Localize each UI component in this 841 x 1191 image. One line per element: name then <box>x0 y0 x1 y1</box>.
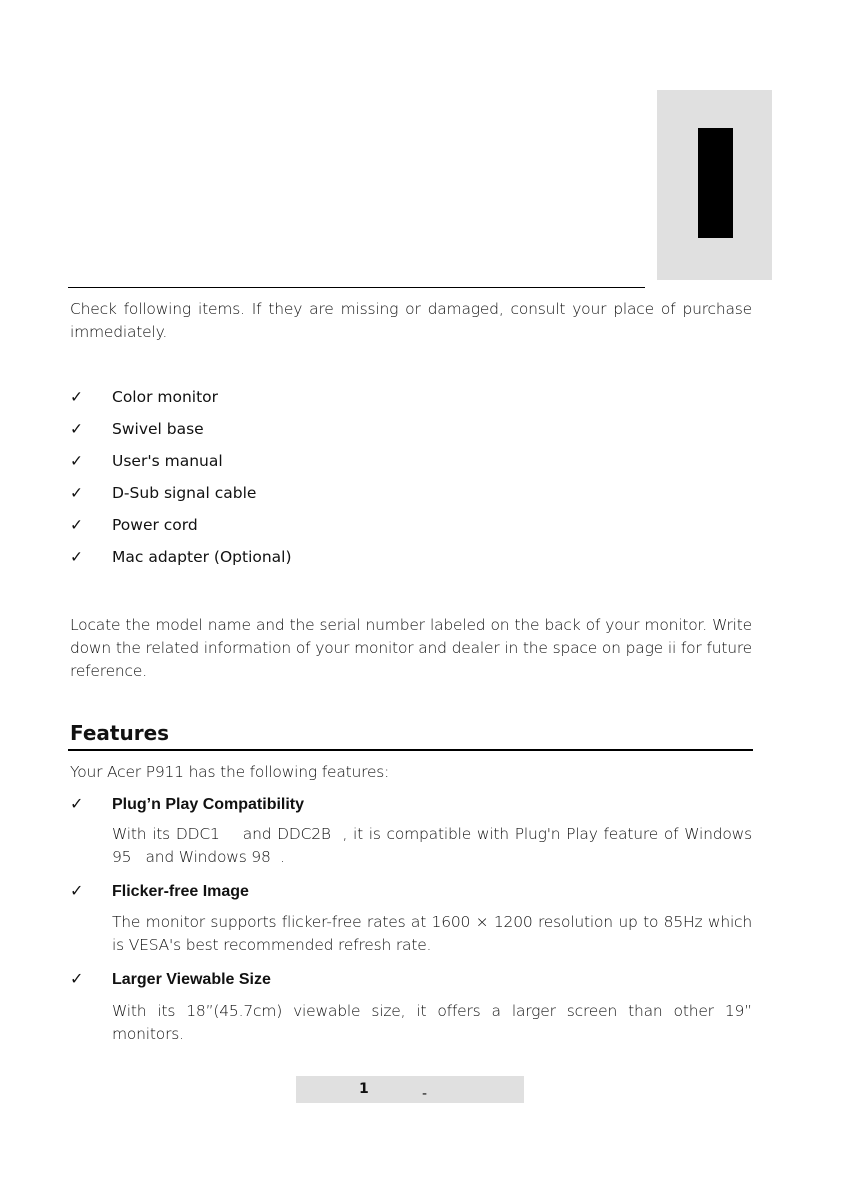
check-icon: ✓ <box>70 388 83 406</box>
list-item-label: D-Sub signal cable <box>112 484 257 502</box>
check-icon: ✓ <box>70 883 84 900</box>
list-item-label: Power cord <box>112 516 198 534</box>
feature-title <box>70 969 271 989</box>
check-icon: ✓ <box>70 796 84 813</box>
page-number: 1 <box>359 1081 369 1097</box>
locate-paragraph: Locate the model name and the serial number labeled on the back of your monitor. Write down the related information of your monitor and dealer in the space on page ii for future reference. <box>70 616 752 680</box>
feature-title-text: Larger Viewable Size <box>112 971 271 988</box>
intro-paragraph: Check following items. If they are missing or damaged, consult your place of purchase immediately. <box>70 300 752 341</box>
chapter-tab-marker <box>698 128 733 238</box>
list-item <box>70 484 256 502</box>
list-item-label: Color monitor <box>112 388 219 406</box>
feature-title <box>70 881 249 901</box>
check-icon: ✓ <box>70 516 83 534</box>
features-heading: Features <box>70 721 170 745</box>
list-item <box>70 420 204 438</box>
check-icon: ✓ <box>70 420 83 438</box>
features-rule <box>68 749 753 751</box>
check-icon: ✓ <box>70 452 83 470</box>
top-rule <box>68 287 645 288</box>
list-item-label: Swivel base <box>112 420 204 438</box>
feature-body: With its DDC1 and DDC2B , it is compatible with Plug'n Play feature of Windows 95 and Windows 98 . <box>112 825 757 866</box>
list-item <box>70 452 223 470</box>
feature-body: With its 18”(45.7cm) viewable size, it offers a larger screen than other 19” monitors. <box>112 1002 752 1043</box>
list-item-label: User's manual <box>112 452 223 470</box>
features-intro: Your Acer P911 has the following features: <box>70 763 390 781</box>
page-footer <box>296 1076 524 1103</box>
feature-body: The monitor supports flicker-free rates at 1600 × 1200 resolution up to 85Hz which is VESA's best recommended refresh rate. <box>112 913 752 954</box>
check-icon: ✓ <box>70 484 83 502</box>
list-item <box>70 388 218 406</box>
page-dash: - <box>422 1086 428 1102</box>
list-item <box>70 516 198 534</box>
feature-title-text: Flicker-free Image <box>112 883 249 900</box>
feature-title-text: Plug’n Play Compatibility <box>112 796 305 813</box>
check-icon: ✓ <box>70 548 83 566</box>
list-item <box>70 548 292 566</box>
list-item-label: Mac adapter (Optional) <box>112 548 292 566</box>
check-icon: ✓ <box>70 971 84 988</box>
feature-title <box>70 794 304 814</box>
